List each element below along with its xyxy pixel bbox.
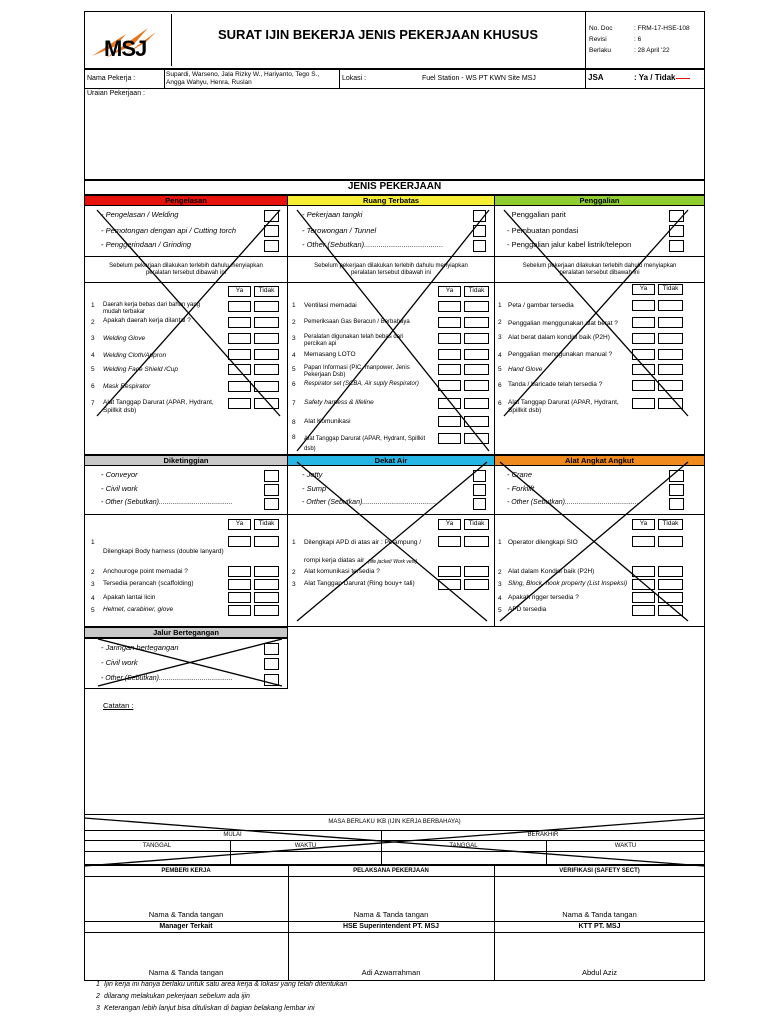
ruang-item-2-tidak[interactable] — [464, 317, 489, 328]
pengelasan-type-3-checkbox[interactable] — [264, 240, 279, 252]
dekat-air-item-1: Dilengkapi APD di atas air : Pelampung / — [304, 539, 422, 546]
pengelasan-type-1: - Pengelasan / Welding — [101, 210, 179, 219]
jalur-header: Jalur Bertegangan — [84, 627, 288, 638]
penggalian-item-3-ya[interactable] — [632, 333, 655, 344]
ruang-item-3b: percikan api — [304, 341, 337, 347]
doc-value-no: : FRM-17-HSE-108 — [634, 25, 690, 32]
diketinggian-item-4: Apakah lantai licin — [103, 594, 156, 601]
ruang-num-2: 2 — [292, 319, 296, 326]
ruang-num-8: 8 — [292, 419, 296, 426]
pengelasan-item-4-tidak[interactable] — [254, 349, 279, 360]
penggalian-item-4-tidak[interactable] — [658, 349, 683, 360]
doc-label-berlaku: Berlaku — [589, 47, 612, 54]
diketinggian-item-4-tidak[interactable] — [254, 592, 279, 603]
dekat-air-item-3-ya[interactable] — [438, 579, 461, 590]
dekat-air-num-1: 1 — [292, 539, 296, 546]
catatan-frame-left — [84, 689, 85, 814]
ruang-item-6-tidak[interactable] — [464, 380, 489, 391]
dekat-air-item-2: Alat komunikasi tersedia ? — [304, 568, 380, 575]
col-div-a — [287, 195, 288, 627]
pengelasan-item-3-ya[interactable] — [228, 333, 251, 344]
penggalian-item-5-tidak[interactable] — [658, 364, 683, 375]
catatan-label: Catatan : — [103, 701, 134, 710]
ruang-type-2-checkbox[interactable] — [473, 225, 486, 237]
ruang-sebelum-2: peralatan tersebut dibawah ini — [350, 270, 432, 276]
penggalian-item-7-ya[interactable] — [632, 398, 655, 409]
ruang-item-4-tidak[interactable] — [464, 349, 489, 360]
ruang-type-3-checkbox[interactable] — [473, 240, 486, 252]
penggalian-item-3: Alat berat dalam kondisi baik (P2H) — [508, 334, 610, 341]
pengelasan-item-7: Alat Tanggap Darurat (APAR, Hydrant, — [103, 399, 214, 406]
diketinggian-item-5-tidak[interactable] — [254, 605, 279, 616]
jsa-value: : Ya / Tidak — [634, 73, 676, 82]
sig-sep-2 — [84, 921, 705, 922]
sig-nama-1: Nama & Tanda tangan — [148, 910, 224, 919]
row1-sep-types — [84, 256, 705, 257]
penggalian-item-5-ya[interactable] — [632, 364, 655, 375]
form-title: SURAT IJIN BEKERJA JENIS PEKERJAAN KHUSUS — [217, 27, 538, 42]
diketinggian-type-2: - Civil work — [101, 484, 138, 493]
ruang-num-6: 6 — [292, 381, 296, 388]
jalur-type-3: - Other (Sebutkan)...................................... — [101, 675, 233, 682]
penggalian-num-1: 1 — [498, 302, 502, 309]
sig-role-verifikasi: VERIFIKASI (SAFETY SECT) — [559, 868, 640, 874]
pengelasan-item-6-ya[interactable] — [228, 381, 251, 392]
penggalian-type-3: - Penggalian jalur kabel listrik/telepon — [507, 240, 632, 249]
pengelasan-item-4-ya[interactable] — [228, 349, 251, 360]
dekat-air-type-1: - Jetty — [302, 470, 323, 479]
validity-title: MASA BERLAKU IKB (IJIN KERJA BERBAHAYA) — [328, 819, 461, 825]
pengelasan-item-2-tidak[interactable] — [254, 317, 279, 328]
ruang-ya-header: Ya — [438, 286, 461, 297]
ruang-num-4: 4 — [292, 352, 296, 359]
sig-role-pelaksana: PELAKSANA PEKERJAAN — [353, 868, 429, 874]
penggalian-type-2-checkbox[interactable] — [669, 225, 684, 237]
diketinggian-num-4: 4 — [91, 595, 95, 602]
ruang-item-5b: Pekerjaan Dsb) — [304, 372, 346, 378]
penggalian-item-6-tidak[interactable] — [658, 380, 683, 391]
dekat-air-item-1-ya[interactable] — [438, 536, 461, 547]
penggalian-item-1-ya[interactable] — [632, 300, 655, 311]
alat-angkat-item-4-tidak[interactable] — [658, 592, 683, 603]
pengelasan-item-1-tidak[interactable] — [254, 301, 279, 312]
ruang-item-3-tidak[interactable] — [464, 333, 489, 344]
ruang-item-8: Alat Komunikasi — [304, 418, 351, 425]
pengelasan-num-6: 6 — [91, 383, 95, 390]
alat-angkat-item-1-ya[interactable] — [632, 536, 655, 547]
sig-name-3: Abdul Aziz — [581, 968, 618, 977]
penggalian-item-6: Tanda / baricade telah tersedia ? — [508, 381, 603, 388]
alat-angkat-item-1: Operator dilengkapi SIO — [508, 539, 578, 546]
ruang-item-5-tidak[interactable] — [464, 364, 489, 375]
alat-angkat-item-5-ya[interactable] — [632, 605, 655, 616]
catatan-frame-right — [704, 627, 705, 814]
alat-angkat-item-3-ya[interactable] — [632, 579, 655, 590]
pengelasan-num-1: 1 — [91, 302, 95, 309]
lokasi-value: Fuel Station - WS PT KWN Site MSJ — [422, 75, 536, 82]
pengelasan-item-7-tidak[interactable] — [254, 398, 279, 409]
diketinggian-item-5-ya[interactable] — [228, 605, 251, 616]
alat-angkat-item-3-tidak[interactable] — [658, 579, 683, 590]
validity-input-tanggal-mulai[interactable] — [85, 852, 230, 864]
pengelasan-item-5: Welding Face Shield /Cup — [103, 366, 179, 373]
pengelasan-item-2: Apakah daerah kerja dilantai ? — [103, 317, 191, 324]
penggalian-item-6-ya[interactable] — [632, 380, 655, 391]
pengelasan-num-5: 5 — [91, 366, 95, 373]
pengelasan-num-4: 4 — [91, 352, 95, 359]
alat-angkat-type-2: - Forklift — [507, 484, 535, 493]
nama-pekerja-value-2: Angga Wahyu, Henra, Ruslan — [166, 79, 252, 86]
pengelasan-tidak-header: Tidak — [254, 286, 279, 297]
pengelasan-item-7b: Spillkit dsb) — [103, 407, 137, 414]
doc-value-revisi: : 6 — [634, 36, 642, 43]
penggalian-item-1-tidak[interactable] — [658, 300, 683, 311]
penggalian-item-2-ya[interactable] — [632, 317, 655, 328]
penggalian-item-7b: Spillkit dsb) — [508, 407, 542, 414]
penggalian-ya-header: Ya — [632, 284, 655, 295]
diketinggian-item-1-ya[interactable] — [228, 536, 251, 547]
dekat-air-item-1c: (life jacket/ Work vest) — [368, 559, 418, 565]
diketinggian-type-3: - Other (Sebutkan)...................................... — [101, 499, 233, 506]
alat-angkat-item-3: Sling, Block, hook property (List Inspeksi) — [508, 580, 628, 587]
validity-waktu-berakhir: WAKTU — [614, 843, 637, 849]
ruang-item-1-tidak[interactable] — [464, 301, 489, 312]
validity-berakhir: BERAKHIR — [527, 832, 559, 838]
pengelasan-item-1: Daerah kerja bebas dari bahan yang — [103, 302, 201, 308]
info-divider-1 — [164, 69, 165, 89]
sig-manager: Manager Terkait — [159, 923, 213, 930]
ruang-item-2-ya[interactable] — [438, 317, 461, 328]
diketinggian-item-3-tidak[interactable] — [254, 579, 279, 590]
info-divider-2 — [339, 69, 340, 89]
alat-angkat-item-2-tidak[interactable] — [658, 566, 683, 577]
validity-tanggal-berakhir: TANGGAL — [449, 843, 478, 849]
penggalian-item-7: Alat Tanggap Darurat (APAR, Hydrant, — [508, 399, 619, 406]
diketinggian-item-2-tidak[interactable] — [254, 566, 279, 577]
penggalian-item-2-tidak[interactable] — [658, 317, 683, 328]
sig-sep-1 — [84, 876, 705, 877]
penggalian-type-1-checkbox[interactable] — [669, 210, 684, 222]
logo-text: MSJ — [104, 36, 147, 61]
diketinggian-type-3-checkbox[interactable] — [264, 498, 279, 510]
diketinggian-type-1: - Conveyor — [101, 470, 138, 479]
ruang-num-5: 5 — [292, 366, 296, 373]
alat-angkat-header: Alat Angkat Angkut — [494, 455, 705, 466]
footnote-text-1: Ijin kerja ini hanya berlaku untuk satu area kerja & lokasi yang telah ditentukan — [104, 981, 348, 988]
alat-angkat-num-3: 3 — [498, 581, 502, 588]
pengelasan-type-2: - Pemotongan dengan api / Cutting torch — [101, 226, 237, 235]
dekat-air-item-2-tidak[interactable] — [464, 566, 489, 577]
diketinggian-tidak-header: Tidak — [254, 519, 279, 530]
sig-nama-3: Nama & Tanda tangan — [562, 910, 637, 919]
ruang-type-3: - Other (Sebutkan)...................................... — [302, 240, 444, 249]
alat-angkat-num-4: 4 — [498, 595, 502, 602]
pengelasan-ya-header: Ya — [228, 286, 251, 297]
ruang-item-7: Safety harness & lifeline — [304, 399, 374, 406]
nama-pekerja-value-1: Supardi, Warseno, Jala Rizky W., Hariyanto, Tego S., — [166, 71, 320, 78]
ruang-terbatas-header: Ruang Terbatas — [287, 195, 495, 206]
alat-angkat-num-1: 1 — [498, 539, 502, 546]
ruang-type-1-checkbox[interactable] — [473, 210, 486, 222]
ruang-item-3-ya[interactable] — [438, 333, 461, 344]
diketinggian-item-1-tidak[interactable] — [254, 536, 279, 547]
jsa-label: JSA — [588, 73, 604, 82]
dekat-air-item-3: Alat Tanggap Darurat (Ring bouy+ tali) — [304, 580, 415, 587]
alat-angkat-item-5-tidak[interactable] — [658, 605, 683, 616]
sig-role-pemberi: PEMBERI KERJA — [161, 868, 211, 874]
pengelasan-num-7: 7 — [91, 400, 95, 407]
ruang-num-9: 8 — [292, 434, 296, 441]
penggalian-item-3-tidak[interactable] — [658, 333, 683, 344]
pengelasan-item-4: Welding Cloth/Appron — [103, 352, 167, 359]
diketinggian-num-1: 1 — [91, 539, 95, 546]
ruang-item-8-tidak[interactable] — [464, 416, 489, 427]
penggalian-type-2: - Pembuatan pondasi — [507, 226, 579, 235]
pengelasan-item-5-ya[interactable] — [228, 364, 251, 375]
alat-angkat-item-4: Apakah rigger tersedia ? — [508, 594, 579, 601]
dekat-air-type-3-checkbox[interactable] — [473, 498, 486, 510]
jalur-type-1: - Jaringan bertegangan — [101, 643, 179, 652]
pengelasan-num-3: 3 — [91, 335, 95, 342]
dekat-air-item-2-ya[interactable] — [438, 566, 461, 577]
dekat-air-type-2: - Sump — [302, 484, 327, 493]
dekat-air-num-2: 2 — [292, 569, 296, 576]
footnote-text-2: dilarang melakukan pekerjaan sebelum ada ijin — [104, 993, 250, 1000]
penggalian-sebelum-1: Sebelum pekerjaan dilakukan terlebih dahulu menyiapkan — [522, 263, 677, 269]
row2-sep-types — [84, 514, 705, 515]
diketinggian-item-2-ya[interactable] — [228, 566, 251, 577]
penggalian-item-7-tidak[interactable] — [658, 398, 683, 409]
uraian-label: Uraian Pekerjaan : — [87, 90, 145, 97]
nama-pekerja-label: Nama Pekerja : — [87, 75, 136, 82]
pengelasan-item-1-ya[interactable] — [228, 301, 251, 312]
penggalian-num-4: 4 — [498, 352, 502, 359]
penggalian-header: Penggalian — [494, 195, 705, 206]
alat-angkat-type-3: - Other (Sebutkan)...................................... — [507, 499, 639, 506]
ruang-item-1: Ventilasi memadai — [304, 302, 357, 309]
pengelasan-item-3-tidak[interactable] — [254, 333, 279, 344]
doc-info — [585, 11, 705, 69]
uraian-box — [84, 88, 705, 180]
dekat-air-num-3: 3 — [292, 581, 296, 588]
footnote-num-3: 3 — [96, 1005, 100, 1012]
pengelasan-num-2: 2 — [91, 319, 95, 326]
sig-hse: HSE Superintendent PT. MSJ — [342, 923, 440, 930]
sig-name-2: Adi Azwarrahman — [361, 968, 421, 977]
penggalian-item-1: Peta / gambar tersedia — [508, 302, 574, 309]
dekat-air-tidak-header: Tidak — [464, 519, 489, 530]
ruang-item-4-ya[interactable] — [438, 349, 461, 360]
ruang-item-6: Respirator set (SCBA, Air suply Respirator) — [304, 381, 419, 387]
row1-sep-sebelum — [84, 282, 705, 283]
pengelasan-item-2-ya[interactable] — [228, 317, 251, 328]
ruang-item-9-ya[interactable] — [438, 433, 461, 444]
diketinggian-num-5: 5 — [91, 607, 95, 614]
alat-angkat-num-5: 5 — [498, 607, 502, 614]
dekat-air-item-1-tidak[interactable] — [464, 536, 489, 547]
alat-angkat-item-2-ya[interactable] — [632, 566, 655, 577]
ruang-tidak-header: Tidak — [464, 286, 489, 297]
pengelasan-item-1b: mudah terbakar — [103, 309, 146, 315]
diketinggian-header: Diketinggian — [84, 455, 288, 466]
ruang-item-6-ya[interactable] — [438, 380, 461, 391]
ruang-num-1: 1 — [292, 302, 296, 309]
penggalian-item-2: Penggalian menggunakan alat berat ? — [508, 320, 618, 327]
col-div-b — [494, 195, 495, 627]
ruang-item-9-tidak[interactable] — [464, 433, 489, 444]
jalur-type-1-checkbox[interactable] — [264, 643, 279, 655]
penggalian-item-4: Penggalian menggunakan manual ? — [508, 351, 613, 358]
ruang-num-3: 3 — [292, 335, 296, 342]
penggalian-num-2: 2 — [498, 319, 502, 326]
doc-label-no: No. Doc — [589, 25, 613, 32]
ruang-item-5: Papan Informasi (PIC, manpower, Jenis — [304, 365, 410, 371]
ruang-item-9b: dsb) — [304, 446, 316, 452]
pengelasan-item-5-tidak[interactable] — [254, 364, 279, 375]
penggalian-sebelum-2: peralatan tersebut dibawah ini — [559, 270, 640, 276]
ruang-item-5-ya[interactable] — [438, 364, 461, 375]
penggalian-num-3: 3 — [498, 334, 502, 341]
penggalian-item-4-ya[interactable] — [632, 349, 655, 360]
diketinggian-num-3: 3 — [91, 581, 95, 588]
ruang-item-8-ya[interactable] — [438, 416, 461, 427]
alat-angkat-type-1: - Crane — [507, 470, 533, 479]
pengelasan-type-2-checkbox[interactable] — [264, 225, 279, 237]
doc-label-revisi: Revisi — [589, 36, 607, 43]
dekat-air-type-2-checkbox[interactable] — [473, 484, 486, 496]
validity-mulai: MULAI — [223, 832, 242, 838]
jsa-strike — [676, 78, 690, 79]
sig-sep-3 — [84, 932, 705, 933]
pengelasan-item-7-ya[interactable] — [228, 398, 251, 409]
alat-angkat-type-1-checkbox[interactable] — [669, 470, 684, 482]
diketinggian-item-3: Tersedia perancah (scaffolding) — [103, 580, 194, 587]
penggalian-type-3-checkbox[interactable] — [669, 240, 684, 252]
footnote-num-1: 1 — [96, 981, 100, 988]
penggalian-item-5: Hand Glove — [508, 366, 543, 373]
ruang-item-1-ya[interactable] — [438, 301, 461, 312]
validity-tanggal-mulai: TANGGAL — [142, 843, 172, 849]
diketinggian-item-5: Helmet, carabiner, glove — [103, 606, 174, 613]
footnote-num-2: 2 — [96, 993, 100, 1000]
diketinggian-num-2: 2 — [91, 569, 95, 576]
diketinggian-item-4-ya[interactable] — [228, 592, 251, 603]
dekat-air-type-1-checkbox[interactable] — [473, 470, 486, 482]
lokasi-label: Lokasi : — [342, 75, 367, 82]
ruang-item-9: Alat Tanggap Darurat (APAR, Hydrant, Spillkit — [304, 436, 426, 442]
alat-angkat-item-2: Alat dalam Kondisi baik (P2H) — [508, 568, 595, 575]
validity-sep-2 — [84, 840, 705, 841]
alat-angkat-type-2-checkbox[interactable] — [669, 484, 684, 496]
diketinggian-ya-header: Ya — [228, 519, 251, 530]
info-divider-3 — [585, 69, 586, 89]
validity-waktu-mulai: WAKTU — [294, 843, 317, 849]
validity-input-tanggal-berakhir[interactable] — [382, 852, 546, 864]
alat-angkat-type-3-checkbox[interactable] — [669, 498, 684, 510]
sig-nama-2: Nama & Tanda tangan — [353, 910, 429, 919]
alat-angkat-tidak-header: Tidak — [658, 519, 683, 530]
diketinggian-item-1: Dilengkapi Body harness (double lanyard) — [103, 548, 224, 555]
pengelasan-sebelum-2: peralatan tersebut dibawah ini — [145, 270, 227, 276]
doc-value-berlaku: : 28 April '22 — [634, 47, 670, 54]
penggalian-num-7: 6 — [498, 400, 502, 407]
ruang-num-7: 7 — [292, 400, 296, 407]
dekat-air-ya-header: Ya — [438, 519, 461, 530]
logo — [86, 14, 172, 66]
penggalian-type-1: - Penggalian parit — [507, 210, 566, 219]
ruang-type-1: - Pekerjaan tangki — [302, 210, 363, 219]
penggalian-num-5: 5 — [498, 366, 502, 373]
penggalian-num-6: 6 — [498, 382, 502, 389]
alat-angkat-item-4-ya[interactable] — [632, 592, 655, 603]
dekat-air-type-3: - Orther (Sebutkan)...................................... — [302, 499, 437, 506]
alat-angkat-item-5: APD tersedia — [508, 606, 547, 613]
alat-angkat-item-1-tidak[interactable] — [658, 536, 683, 547]
diketinggian-item-3-ya[interactable] — [228, 579, 251, 590]
penggalian-tidak-header: Tidak — [658, 284, 683, 295]
footnote-text-3: Keterangan lebih lanjut bisa dituliskan di bagian belakang lembar ini — [104, 1005, 315, 1012]
sig-ktt: KTT PT. MSJ — [578, 923, 621, 930]
sig-name-1: Nama & Tanda tangan — [148, 968, 224, 977]
diketinggian-type-1-checkbox[interactable] — [264, 470, 279, 482]
ruang-item-4: Memasang LOTO — [304, 351, 356, 358]
jalur-type-2-checkbox[interactable] — [264, 658, 279, 670]
diketinggian-item-2: Anchouroge point memadai ? — [103, 568, 188, 575]
dekat-air-item-3-tidak[interactable] — [464, 579, 489, 590]
alat-angkat-ya-header: Ya — [632, 519, 655, 530]
pengelasan-type-1-checkbox[interactable] — [264, 210, 279, 222]
jenis-title: JENIS PEKERJAAN — [347, 181, 442, 192]
jalur-type-3-checkbox[interactable] — [264, 674, 279, 686]
dekat-air-item-1b: rompi kerja diatas air — [304, 557, 365, 564]
ruang-item-7-ya[interactable] — [438, 398, 461, 409]
validity-input-waktu-berakhir[interactable] — [547, 852, 704, 864]
pengelasan-item-6: Mask Respirator — [103, 383, 151, 390]
ruang-item-3: Peralatan digunakan telah bebas dari — [304, 334, 404, 340]
alat-angkat-num-2: 2 — [498, 569, 502, 576]
pengelasan-sebelum-1: Sebelum pekerjaan dilakukan terlebih dahulu menyiapkan — [109, 263, 263, 269]
pengelasan-item-3: Welding Glove — [103, 335, 146, 342]
ruang-item-2: Pemeriksaan Gas Beracun / Berbahaya — [304, 319, 410, 325]
dekat-air-header: Dekat Air — [287, 455, 495, 466]
pengelasan-header: Pengelasan — [84, 195, 288, 206]
ruang-sebelum-1: Sebelum pekerjaan dilakukan terlebih dahulu menyiapkan — [314, 263, 468, 269]
validity-input-waktu-mulai[interactable] — [231, 852, 381, 864]
jalur-type-2: - Civil work — [101, 658, 138, 667]
pengelasan-type-3: - Penggerindaan / Grinding — [101, 240, 192, 249]
diketinggian-type-2-checkbox[interactable] — [264, 484, 279, 496]
ruang-item-7-tidak[interactable] — [464, 398, 489, 409]
ruang-type-2: - Terowongan / Tunnel — [302, 226, 377, 235]
pengelasan-item-6-tidak[interactable] — [254, 381, 279, 392]
